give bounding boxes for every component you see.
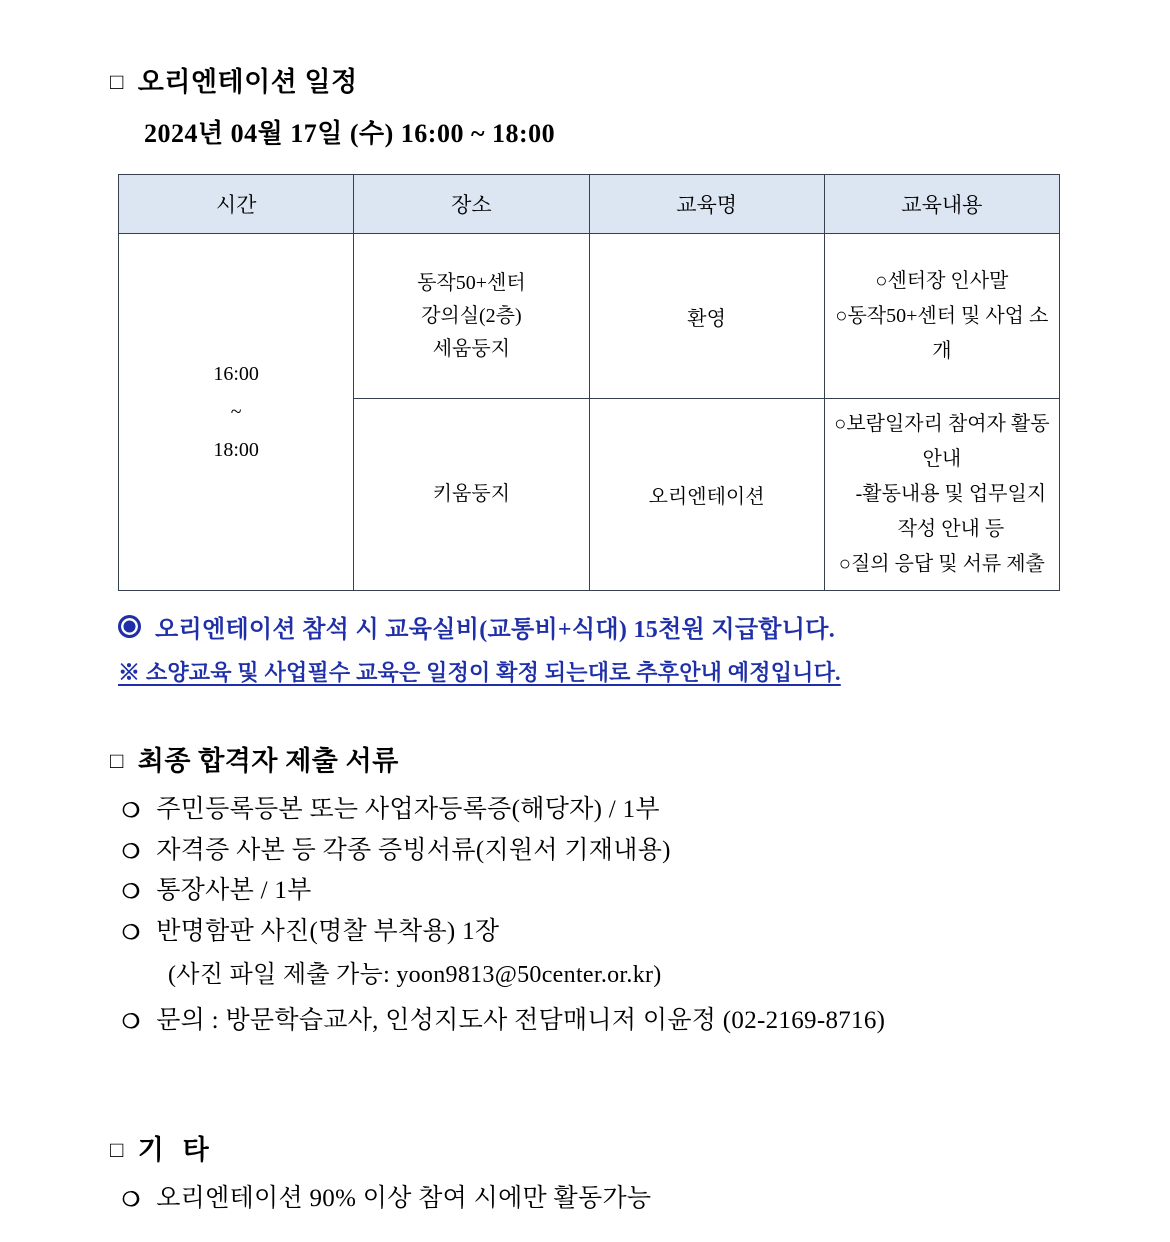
contact-list bbox=[110, 1001, 1090, 1042]
list-item bbox=[122, 790, 1090, 831]
orientation-heading-text: 오리엔테이션 일정 bbox=[137, 67, 358, 97]
fee-note-text: 오리엔테이션 참석 시 교육실비(교통비+식대) 15천원 지급합니다. bbox=[155, 617, 836, 643]
table-row bbox=[119, 234, 1060, 399]
list-item bbox=[122, 1179, 1090, 1220]
cell-content bbox=[824, 399, 1059, 591]
column-header-time: 시간 bbox=[119, 175, 354, 234]
time-tilde: ~ bbox=[230, 401, 242, 423]
etc-list bbox=[110, 1179, 1090, 1220]
column-header-place: 장소 bbox=[354, 175, 589, 234]
list-item bbox=[122, 912, 1090, 953]
square-marker-icon: □ bbox=[110, 748, 124, 773]
circle-bullet-icon: ❍ bbox=[122, 921, 141, 944]
cell-content bbox=[824, 234, 1059, 399]
content-line: ○보람일자리 참여자 활동 안내 bbox=[834, 413, 1050, 470]
contact-info: 문의 : 방문학습교사, 인성지도사 전담매니저 이윤정 (02-2169-8716) bbox=[156, 1007, 886, 1034]
cell-place bbox=[354, 399, 589, 591]
cell-time-range bbox=[119, 234, 354, 591]
fee-note bbox=[118, 609, 1090, 644]
circle-bullet-icon: ❍ bbox=[122, 840, 141, 863]
orientation-datetime: 2024년 04월 17일 (수) 16:00 ~ 18:00 bbox=[144, 119, 556, 148]
orientation-section-heading bbox=[110, 60, 1090, 99]
list-item-label: 주민등록등본 또는 사업자등록증(해당자) / 1부 bbox=[156, 796, 660, 823]
extra-training-note: ※ 소양교육 및 사업필수 교육은 일정이 확정 되는대로 추후안내 예정입니다. bbox=[118, 660, 841, 685]
photo-submission-note: (사진 파일 제출 가능: yoon9813@50center.or.kr) bbox=[168, 962, 662, 988]
etc-section-heading bbox=[110, 1128, 1090, 1167]
orientation-schedule-table bbox=[118, 174, 1060, 591]
time-end: 18:00 bbox=[213, 439, 259, 461]
circle-bullet-icon: ❍ bbox=[122, 881, 141, 903]
circle-bullet-icon: ❍ bbox=[122, 800, 141, 822]
place-line: 키움둥지 bbox=[432, 483, 511, 505]
place-line: 세움둥지 bbox=[432, 337, 511, 360]
documents-section-heading bbox=[110, 739, 1090, 778]
table-header-row bbox=[119, 175, 1060, 234]
documents-heading-text: 최종 합격자 제출 서류 bbox=[137, 746, 399, 776]
circle-bullet-icon: ❍ bbox=[122, 1188, 141, 1211]
cell-place bbox=[354, 234, 589, 399]
list-item bbox=[122, 1001, 1090, 1042]
filled-circle-bullet-icon bbox=[118, 615, 141, 638]
content-line-indented: -활동내용 및 업무일지 작성 안내 등 bbox=[855, 483, 1047, 540]
cell-program-name: 환영 bbox=[589, 234, 824, 399]
etc-heading-text: 기 타 bbox=[137, 1134, 215, 1165]
content-line: ○동작50+센터 및 사업 소개 bbox=[835, 304, 1049, 362]
square-marker-icon: □ bbox=[110, 69, 124, 94]
circle-bullet-icon: ❍ bbox=[122, 1011, 141, 1033]
place-line: 강의실(2층) bbox=[421, 304, 522, 327]
square-marker-icon: □ bbox=[110, 1136, 124, 1162]
list-item bbox=[122, 831, 1090, 872]
list-item-label: 자격증 사본 등 각종 증빙서류(지원서 기재내용) bbox=[156, 836, 671, 864]
place-line: 동작50+센터 bbox=[417, 271, 526, 294]
content-line: ○센터장 인사말 bbox=[875, 269, 1009, 292]
cell-program-name: 오리엔테이션 bbox=[589, 399, 824, 591]
list-item-label: 통장사본 / 1부 bbox=[156, 877, 312, 904]
list-item-label: 오리엔테이션 90% 이상 참여 시에만 활동가능 bbox=[156, 1184, 652, 1212]
documents-list bbox=[110, 790, 1090, 952]
column-header-program: 교육명 bbox=[589, 175, 824, 234]
column-header-content: 교육내용 bbox=[824, 175, 1059, 234]
list-item-label: 반명함판 사진(명찰 부착용) 1장 bbox=[156, 917, 500, 945]
content-line: ○질의 응답 및 서류 제출 bbox=[838, 553, 1045, 575]
etc-section bbox=[110, 1128, 1090, 1220]
time-start: 16:00 bbox=[213, 363, 259, 385]
documents-section bbox=[110, 739, 1090, 1042]
list-item bbox=[122, 871, 1090, 912]
